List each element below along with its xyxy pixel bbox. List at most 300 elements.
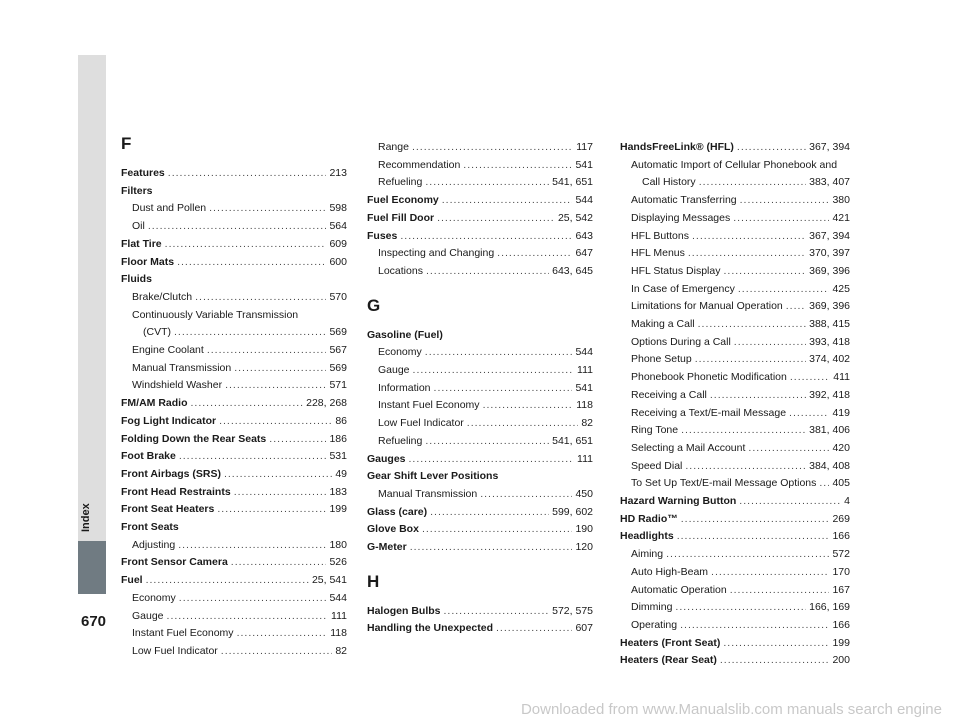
- index-entry-page: 118: [576, 399, 593, 412]
- index-entry: [620, 334, 850, 352]
- index-entry: [367, 362, 593, 380]
- leader-dots: [723, 263, 806, 281]
- index-entry-page: 199: [329, 503, 347, 516]
- index-entry-label: Fog Light Indicator: [121, 414, 217, 427]
- index-entry-label: Fuel: [121, 574, 143, 587]
- index-entry: [620, 511, 850, 529]
- index-entry: [620, 528, 850, 546]
- leader-dots: [711, 564, 829, 582]
- index-entry-label: Front Head Restraints: [121, 485, 231, 498]
- index-entry-label: Information: [378, 381, 431, 394]
- index-tab-marker: [78, 541, 106, 594]
- index-entry-page: 228, 268: [306, 397, 347, 410]
- leader-dots: [410, 539, 573, 557]
- index-entry: [367, 263, 593, 281]
- index-entry-page: 569: [329, 361, 347, 374]
- index-entry: [620, 546, 850, 564]
- index-entry-page: 600: [329, 255, 347, 268]
- index-entry: [121, 289, 347, 307]
- index-column-2: [367, 139, 593, 638]
- leader-dots: [483, 397, 574, 415]
- index-entry-page: 111: [577, 452, 593, 465]
- index-entry-page: 541: [575, 381, 593, 394]
- index-entry: [620, 493, 850, 511]
- index-entry-page: 183: [329, 485, 347, 498]
- index-entry-page: 118: [330, 627, 347, 640]
- leader-dots: [680, 617, 829, 635]
- leader-dots: [496, 620, 572, 638]
- index-entry-page: 599, 602: [552, 505, 593, 518]
- index-entry-page: 541, 651: [552, 434, 593, 447]
- index-entry-page: 383, 407: [809, 176, 850, 189]
- index-entry-page: 598: [329, 202, 347, 215]
- index-entry-page: 411: [833, 371, 850, 384]
- index-entry-label: Glass (care): [367, 505, 428, 518]
- index-entry-label: Automatic Operation: [631, 583, 727, 596]
- index-entry-label: Folding Down the Rear Seats: [121, 432, 267, 445]
- index-entry-label: In Case of Emergency: [631, 282, 735, 295]
- leader-dots: [681, 511, 830, 529]
- index-entry-page: 450: [575, 487, 593, 500]
- index-entry-label: Gauges: [367, 452, 406, 465]
- index-entry-label: Displaying Messages: [631, 211, 731, 224]
- index-entry-label: Front Seat Heaters: [121, 503, 215, 516]
- leader-dots: [165, 236, 327, 254]
- index-entry-page: 405: [832, 477, 850, 490]
- leader-dots: [195, 289, 326, 307]
- leader-dots: [174, 324, 326, 342]
- index-entry-page: 643: [575, 229, 593, 242]
- leader-dots: [422, 521, 573, 539]
- index-entry: [620, 422, 850, 440]
- index-column-1: [121, 133, 347, 661]
- leader-dots: [698, 316, 807, 334]
- index-entry-page: 213: [329, 167, 347, 179]
- index-entry-label: Refueling: [378, 176, 423, 189]
- index-entry: [367, 603, 593, 621]
- index-entry-page: 388, 415: [809, 318, 850, 331]
- leader-dots: [692, 228, 806, 246]
- leader-dots: [688, 245, 806, 263]
- index-entry: [121, 448, 347, 466]
- index-entry: [121, 431, 347, 449]
- leader-dots: [412, 139, 573, 157]
- leader-dots: [738, 281, 830, 299]
- index-entry-label: HFL Status Display: [631, 264, 721, 277]
- index-entry-label: Front Sensor Camera: [121, 556, 228, 569]
- watermark: Downloaded from www.Manualslib.com manuals search engine: [520, 701, 942, 718]
- index-entry-page: 166: [832, 530, 850, 543]
- index-column-3: [620, 139, 850, 670]
- index-entry-label: Aiming: [631, 548, 664, 561]
- leader-dots: [786, 298, 806, 316]
- index-entry-page: 166: [832, 618, 850, 631]
- index-entry: [121, 165, 347, 183]
- leader-dots: [217, 501, 326, 519]
- index-entry-page: 82: [335, 644, 347, 657]
- index-entry: [367, 451, 593, 469]
- index-entry-label: Gear Shift Lever Positions: [367, 470, 499, 483]
- index-entry: [121, 183, 347, 201]
- leader-dots: [177, 254, 326, 272]
- index-entry: [367, 210, 593, 228]
- leader-dots: [434, 380, 573, 398]
- leader-dots: [734, 334, 806, 352]
- index-entry-page: 572, 575: [552, 604, 593, 617]
- index-entry-label: Filters: [121, 184, 153, 197]
- index-entry: [121, 590, 347, 608]
- index-entry-label: FM/AM Radio: [121, 397, 188, 410]
- index-entry-label: Locations: [378, 264, 423, 277]
- leader-dots: [442, 192, 573, 210]
- index-entry-label: Brake/Clutch: [132, 290, 193, 303]
- index-entry-page: 190: [575, 523, 593, 536]
- index-entry: [620, 298, 850, 316]
- leader-dots: [167, 608, 329, 626]
- index-entry-label: G-Meter: [367, 541, 407, 554]
- index-entry-label: Engine Coolant: [132, 344, 204, 357]
- leader-dots: [425, 174, 549, 192]
- index-entry-label: Gauge: [378, 364, 410, 377]
- leader-dots: [237, 625, 328, 643]
- leader-dots: [444, 603, 550, 621]
- index-entry-page: 643, 645: [552, 264, 593, 277]
- index-entry-label: Range: [378, 141, 409, 153]
- index-entry: [121, 608, 347, 626]
- leader-dots: [191, 395, 304, 413]
- leader-dots: [219, 413, 332, 431]
- entry-list: [367, 139, 593, 281]
- index-entry-page: 381, 406: [809, 424, 850, 437]
- index-entry-label: Selecting a Mail Account: [631, 441, 746, 454]
- index-entry-page: 567: [329, 344, 347, 357]
- index-entry-label: Low Fuel Indicator: [132, 644, 218, 657]
- index-entry-page: 392, 418: [809, 388, 850, 401]
- index-entry-label: Halogen Bulbs: [367, 604, 441, 617]
- index-entry-label: Receiving a Call: [631, 388, 707, 401]
- index-entry: [620, 210, 850, 228]
- index-entry: [367, 415, 593, 433]
- index-entry: [367, 245, 593, 263]
- leader-dots: [221, 643, 333, 661]
- index-entry-page: 4: [844, 495, 850, 508]
- index-entry-page: 607: [575, 622, 593, 635]
- index-entry-label: Flat Tire: [121, 237, 162, 250]
- index-entry-page: 111: [331, 609, 347, 622]
- index-entry-label: Glove Box: [367, 523, 419, 536]
- index-entry: [121, 413, 347, 431]
- index-entry-label: Foot Brake: [121, 450, 176, 463]
- index-entry: [121, 484, 347, 502]
- index-entry-page: 544: [329, 591, 347, 604]
- index-entry-page: 425: [832, 282, 850, 295]
- index-entry-label: Fluids: [121, 273, 152, 286]
- index-entry-label: Heaters (Front Seat): [620, 636, 721, 649]
- leader-dots: [234, 360, 326, 378]
- index-entry-page: 571: [329, 379, 347, 392]
- index-entry-label: Speed Dial: [631, 459, 683, 472]
- entry-list: [121, 165, 347, 661]
- index-entry-label: Fuses: [367, 229, 398, 242]
- index-entry-label: Refueling: [378, 434, 423, 447]
- index-side-label: Index: [80, 503, 92, 533]
- entry-list: [367, 327, 593, 557]
- index-entry-label: Front Airbags (SRS): [121, 467, 221, 480]
- index-entry-page: 186: [329, 432, 347, 445]
- index-entry: [121, 200, 347, 218]
- index-entry-label: Receiving a Text/E-mail Message: [631, 406, 787, 419]
- index-entry-label: Dust and Pollen: [132, 202, 207, 215]
- index-entry: [121, 271, 347, 289]
- index-entry: [121, 395, 347, 413]
- index-entry: [367, 344, 593, 362]
- index-entry: [620, 192, 850, 210]
- index-entry-page: 544: [575, 194, 593, 207]
- index-entry-page: 420: [832, 441, 850, 454]
- index-entry: [367, 486, 593, 504]
- leader-dots: [437, 210, 555, 228]
- index-entry-label: HandsFreeLink® (HFL): [620, 141, 734, 153]
- index-entry: [367, 521, 593, 539]
- leader-dots: [425, 344, 573, 362]
- index-entry: [620, 635, 850, 653]
- index-entry-page: 564: [329, 220, 347, 233]
- leader-dots: [467, 415, 579, 433]
- index-entry: [620, 475, 850, 493]
- leader-dots: [207, 342, 327, 360]
- index-entry-label: Front Seats: [121, 521, 179, 534]
- index-entry-page: 170: [832, 565, 850, 578]
- index-entry-label: Floor Mats: [121, 255, 175, 268]
- index-entry: [121, 466, 347, 484]
- index-entry-page: 117: [576, 141, 593, 153]
- leader-dots: [733, 210, 829, 228]
- leader-dots: [234, 484, 327, 502]
- leader-dots: [409, 451, 575, 469]
- index-entry-label: Features: [121, 167, 165, 179]
- leader-dots: [740, 192, 830, 210]
- entry-list: [620, 139, 850, 670]
- index-entry: [121, 572, 347, 590]
- section-letter-h: H: [367, 571, 380, 591]
- entry-list: [367, 603, 593, 638]
- leader-dots: [720, 652, 830, 670]
- index-entry-page: 374, 402: [809, 353, 850, 366]
- index-entry-label: Oil: [132, 220, 145, 233]
- index-entry-label: Instant Fuel Economy: [132, 627, 234, 640]
- index-entry-label: Adjusting: [132, 538, 176, 551]
- leader-dots: [425, 433, 549, 451]
- index-entry-page: 25, 541: [311, 574, 347, 587]
- index-entry-page: 531: [329, 450, 347, 463]
- index-entry: [367, 380, 593, 398]
- index-entry: [620, 387, 850, 405]
- index-entry-label: Heaters (Rear Seat): [620, 654, 717, 667]
- index-entry-label: Making a Call: [631, 318, 695, 331]
- index-entry-label: HD Radio™: [620, 512, 678, 525]
- index-entry: [620, 652, 850, 670]
- index-entry: [367, 327, 593, 345]
- index-entry: [367, 433, 593, 451]
- index-entry-page: 120: [575, 541, 593, 554]
- index-entry-page: 541, 651: [552, 176, 593, 189]
- leader-dots: [695, 351, 806, 369]
- leader-dots: [789, 405, 829, 423]
- leader-dots: [146, 572, 309, 590]
- index-entry-page: 367, 394: [809, 141, 850, 153]
- index-entry-label: Dimming: [631, 601, 673, 614]
- index-entry-label: Fuel Fill Door: [367, 211, 435, 224]
- index-entry-page: 180: [329, 538, 347, 551]
- index-entry: [620, 245, 850, 263]
- leader-dots: [737, 139, 806, 157]
- index-entry-label: Call History: [642, 176, 696, 189]
- index-entry-page: 419: [832, 406, 850, 419]
- leader-dots: [681, 422, 806, 440]
- page-number: 670: [81, 613, 107, 630]
- index-entry: [620, 405, 850, 423]
- leader-dots: [463, 157, 572, 175]
- index-entry: [121, 377, 347, 395]
- index-entry-text: Continuously Variable Transmission: [132, 308, 299, 321]
- index-entry-label: HFL Menus: [631, 247, 685, 260]
- leader-dots: [430, 504, 549, 522]
- index-entry-page: 609: [329, 237, 347, 250]
- index-entry-label: Fuel Economy: [367, 194, 439, 207]
- index-entry-page: 526: [329, 556, 347, 569]
- index-entry-label: Phonebook Phonetic Modification: [631, 371, 787, 384]
- index-entry: [620, 582, 850, 600]
- index-entry: [620, 228, 850, 246]
- index-entry: [367, 139, 593, 157]
- index-entry-page: 370, 397: [809, 247, 850, 260]
- index-entry: [620, 369, 850, 387]
- index-entry-page: 167: [832, 583, 850, 596]
- index-entry-label: Economy: [378, 346, 422, 359]
- index-entry: [121, 360, 347, 378]
- index-entry-page: 369, 396: [809, 264, 850, 277]
- index-entry: [121, 554, 347, 572]
- index-entry-page: 572: [832, 548, 850, 561]
- index-entry: [121, 342, 347, 360]
- index-entry: [121, 254, 347, 272]
- index-entry-label: Ring Tone: [631, 424, 679, 437]
- index-entry: [121, 537, 347, 555]
- leader-dots: [168, 165, 327, 183]
- index-entry-page: 570: [329, 290, 347, 303]
- index-entry-label: To Set Up Text/E-mail Message Options: [631, 477, 817, 490]
- index-entry-label: Manual Transmission: [132, 361, 232, 374]
- index-entry-page: 49: [335, 467, 347, 480]
- leader-dots: [723, 635, 829, 653]
- index-entry: [367, 192, 593, 210]
- index-entry-page: 199: [832, 636, 850, 649]
- index-entry: [367, 397, 593, 415]
- index-entry: [620, 458, 850, 476]
- index-entry-label: Gasoline (Fuel): [367, 328, 443, 341]
- index-entry-page: 25, 542: [557, 211, 593, 224]
- index-entry: [121, 236, 347, 254]
- index-entry: [620, 316, 850, 334]
- leader-dots: [480, 486, 572, 504]
- leader-dots: [790, 369, 830, 387]
- leader-dots: [148, 218, 327, 236]
- index-entry-page: 86: [335, 414, 347, 427]
- leader-dots: [231, 554, 327, 572]
- leader-dots: [413, 362, 575, 380]
- index-entry-label: Low Fuel Indicator: [378, 417, 464, 430]
- index-entry: [367, 620, 593, 638]
- index-entry: [620, 351, 850, 369]
- leader-dots: [666, 546, 829, 564]
- index-entry-label: Windshield Washer: [132, 379, 223, 392]
- index-entry: [121, 218, 347, 236]
- index-entry-page: 111: [577, 364, 593, 377]
- leader-dots: [426, 263, 549, 281]
- index-entry-page: 269: [832, 512, 850, 525]
- leader-dots: [675, 599, 806, 617]
- index-entry-label: Recommendation: [378, 158, 461, 171]
- index-entry: [620, 617, 850, 635]
- index-entry: [121, 643, 347, 661]
- leader-dots: [400, 228, 572, 246]
- index-entry-label: Headlights: [620, 530, 674, 543]
- index-entry: [620, 564, 850, 582]
- section-letter-g: G: [367, 295, 381, 315]
- index-entry-label: Hazard Warning Button: [620, 495, 737, 508]
- index-entry-label: Instant Fuel Economy: [378, 399, 480, 412]
- section-letter-f: F: [121, 134, 132, 153]
- index-entry-page: 166, 169: [809, 601, 850, 614]
- index-entry-page: 544: [575, 346, 593, 359]
- leader-dots: [819, 475, 829, 493]
- index-entry-page: 82: [581, 417, 593, 430]
- index-entry: [121, 324, 347, 342]
- index-entry: [620, 174, 850, 192]
- index-entry: [121, 519, 347, 537]
- index-entry: [620, 281, 850, 299]
- index-entry: [367, 539, 593, 557]
- index-entry-label: Gauge: [132, 609, 164, 622]
- index-entry: [121, 625, 347, 643]
- leader-dots: [739, 493, 841, 511]
- leader-dots: [677, 528, 830, 546]
- leader-dots: [224, 466, 332, 484]
- index-entry: [367, 504, 593, 522]
- index-entry-label: Options During a Call: [631, 335, 731, 348]
- leader-dots: [179, 448, 327, 466]
- leader-dots: [748, 440, 829, 458]
- index-entry: [367, 468, 593, 486]
- leader-dots: [178, 537, 326, 555]
- leader-dots: [269, 431, 326, 449]
- index-entry-page: 380: [832, 194, 850, 207]
- index-entry: [620, 599, 850, 617]
- index-entry-label: Handling the Unexpected: [367, 622, 494, 635]
- index-entry-label: (CVT): [143, 326, 171, 339]
- index-entry-page: 647: [575, 247, 593, 260]
- index-entry-page: 569: [329, 326, 347, 339]
- leader-dots: [497, 245, 572, 263]
- index-entry-page: 367, 394: [809, 229, 850, 242]
- leader-dots: [710, 387, 806, 405]
- index-entry-label: Manual Transmission: [378, 487, 478, 500]
- index-entry-page: 384, 408: [809, 459, 850, 472]
- index-entry-label: HFL Buttons: [631, 229, 689, 242]
- index-entry-page: 541: [575, 158, 593, 171]
- leader-dots: [730, 582, 830, 600]
- index-entry: [367, 174, 593, 192]
